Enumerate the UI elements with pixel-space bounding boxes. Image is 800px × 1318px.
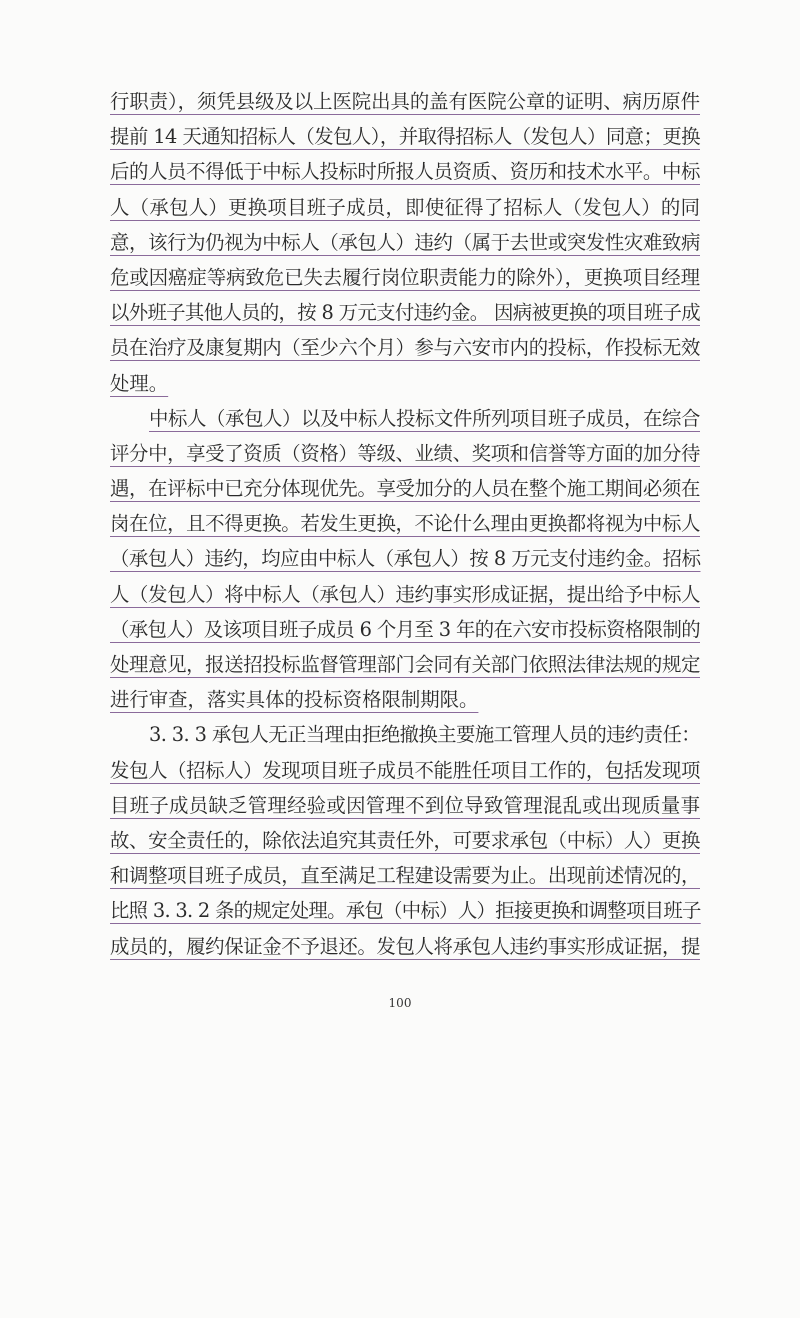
underlined-text: 成员的，履约保证金不予退还。发包人将承包人违约事实形成证据，提 — [110, 934, 700, 958]
text-line — [110, 577, 700, 612]
text-line — [110, 541, 700, 576]
underlined-text: （承包人）及该项目班子成员 6 个月至 3 年的在六安市投标资格限制的 — [110, 617, 700, 641]
underlined-text: 岗在位，且不得更换。若发生更换，不论什么理由更换都将视为中标人 — [110, 512, 700, 536]
text-line — [110, 471, 700, 506]
text-line — [110, 682, 700, 717]
text-line — [110, 823, 700, 858]
underlined-text: 处理意见，报送招投标监督管理部门会同有关部门依照法律法规的规定 — [110, 653, 700, 676]
text-line — [110, 260, 700, 295]
text-line — [110, 366, 700, 401]
underlined-text: 人（发包人）将中标人（承包人）违约事实形成证据，提出给予中标人 — [110, 582, 700, 606]
underlined-text: （承包人）违约，均应由中标人（承包人）按 8 万元支付违约金。招标 — [110, 547, 701, 571]
underlined-text: 评分中，享受了资质（资格）等级、业绩、奖项和信誉等方面的加分待 — [110, 441, 700, 465]
text-line — [110, 717, 700, 752]
text-line — [110, 858, 700, 893]
text-line — [110, 401, 700, 436]
underlined-text: 处理。 — [110, 371, 169, 395]
underlined-text: 遇，在评标中已充分体现优先。享受加分的人员在整个施工期间必须在 — [110, 477, 700, 501]
underlined-text: 以外班子其他人员的，按 8 万元支付违约金。 因病被更换的项目班子成 — [110, 301, 700, 325]
underlined-text: 后的人员不得低于中标人投标时所报人员资质、资历和技术水平。中标 — [110, 160, 700, 184]
text-line — [110, 612, 700, 647]
text-line — [110, 295, 700, 330]
underlined-text: 意，该行为仍视为中标人（承包人）违约（属于去世或突发性灾难致病 — [110, 230, 700, 254]
underlined-text: 员在治疗及康复期内（至少六个月）参与六安市内的投标，作投标无效 — [110, 336, 700, 360]
text-line — [110, 190, 700, 225]
text-line — [110, 506, 700, 541]
underlined-text: 危或因癌症等病致危已失去履行岗位职责能力的除外），更换项目经理 — [110, 265, 700, 289]
underlined-text: 中标人（承包人）以及中标人投标文件所列项目班子成员，在综合 — [149, 406, 700, 430]
paragraph — [110, 84, 700, 401]
underlined-text: 发包人（招标人）发现项目班子成员不能胜任项目工作的，包括发现项 — [110, 758, 700, 782]
underlined-text: 和调整项目班子成员，直至满足工程建设需要为止。出现前述情况的， — [110, 864, 700, 888]
text-line — [110, 647, 700, 682]
page-number: 100 — [388, 996, 412, 1010]
underlined-text: 人（承包人）更换项目班子成员，即使征得了招标人（发包人）的同 — [110, 195, 700, 219]
underlined-text: 进行审查，落实具体的投标资格限制期限。 — [110, 688, 479, 712]
underlined-text: 提前 14 天通知招标人（发包人），并取得招标人（发包人）同意；更换 — [110, 125, 700, 149]
body-text — [110, 84, 700, 964]
text-line — [110, 84, 700, 119]
underlined-text: 故、安全责任的，除依法追究其责任外，可要求承包（中标）人）更换 — [110, 828, 700, 852]
underlined-text: 目班子成员缺乏管理经验或因管理不到位导致管理混乱或出现质量事 — [110, 793, 700, 817]
text-line — [110, 119, 700, 154]
line-text: 3. 3. 3 承包人无正当理由拒绝撤换主要施工管理人员的违约责任： — [149, 723, 700, 747]
paragraph — [110, 717, 700, 963]
text-line — [110, 330, 700, 365]
text-line — [110, 893, 700, 928]
text-line — [110, 788, 700, 823]
text-line — [110, 929, 700, 964]
paragraph — [110, 401, 700, 718]
text-line — [110, 154, 700, 189]
text-line — [110, 225, 700, 260]
text-line — [110, 436, 700, 471]
text-line — [110, 753, 700, 788]
underlined-text: 比照 3. 3. 2 条的规定处理。承包（中标）人）拒接更换和调整项目班子 — [110, 899, 701, 923]
underlined-text: 行职责），须凭县级及以上医院出具的盖有医院公章的证明、病历原件 — [110, 90, 700, 113]
